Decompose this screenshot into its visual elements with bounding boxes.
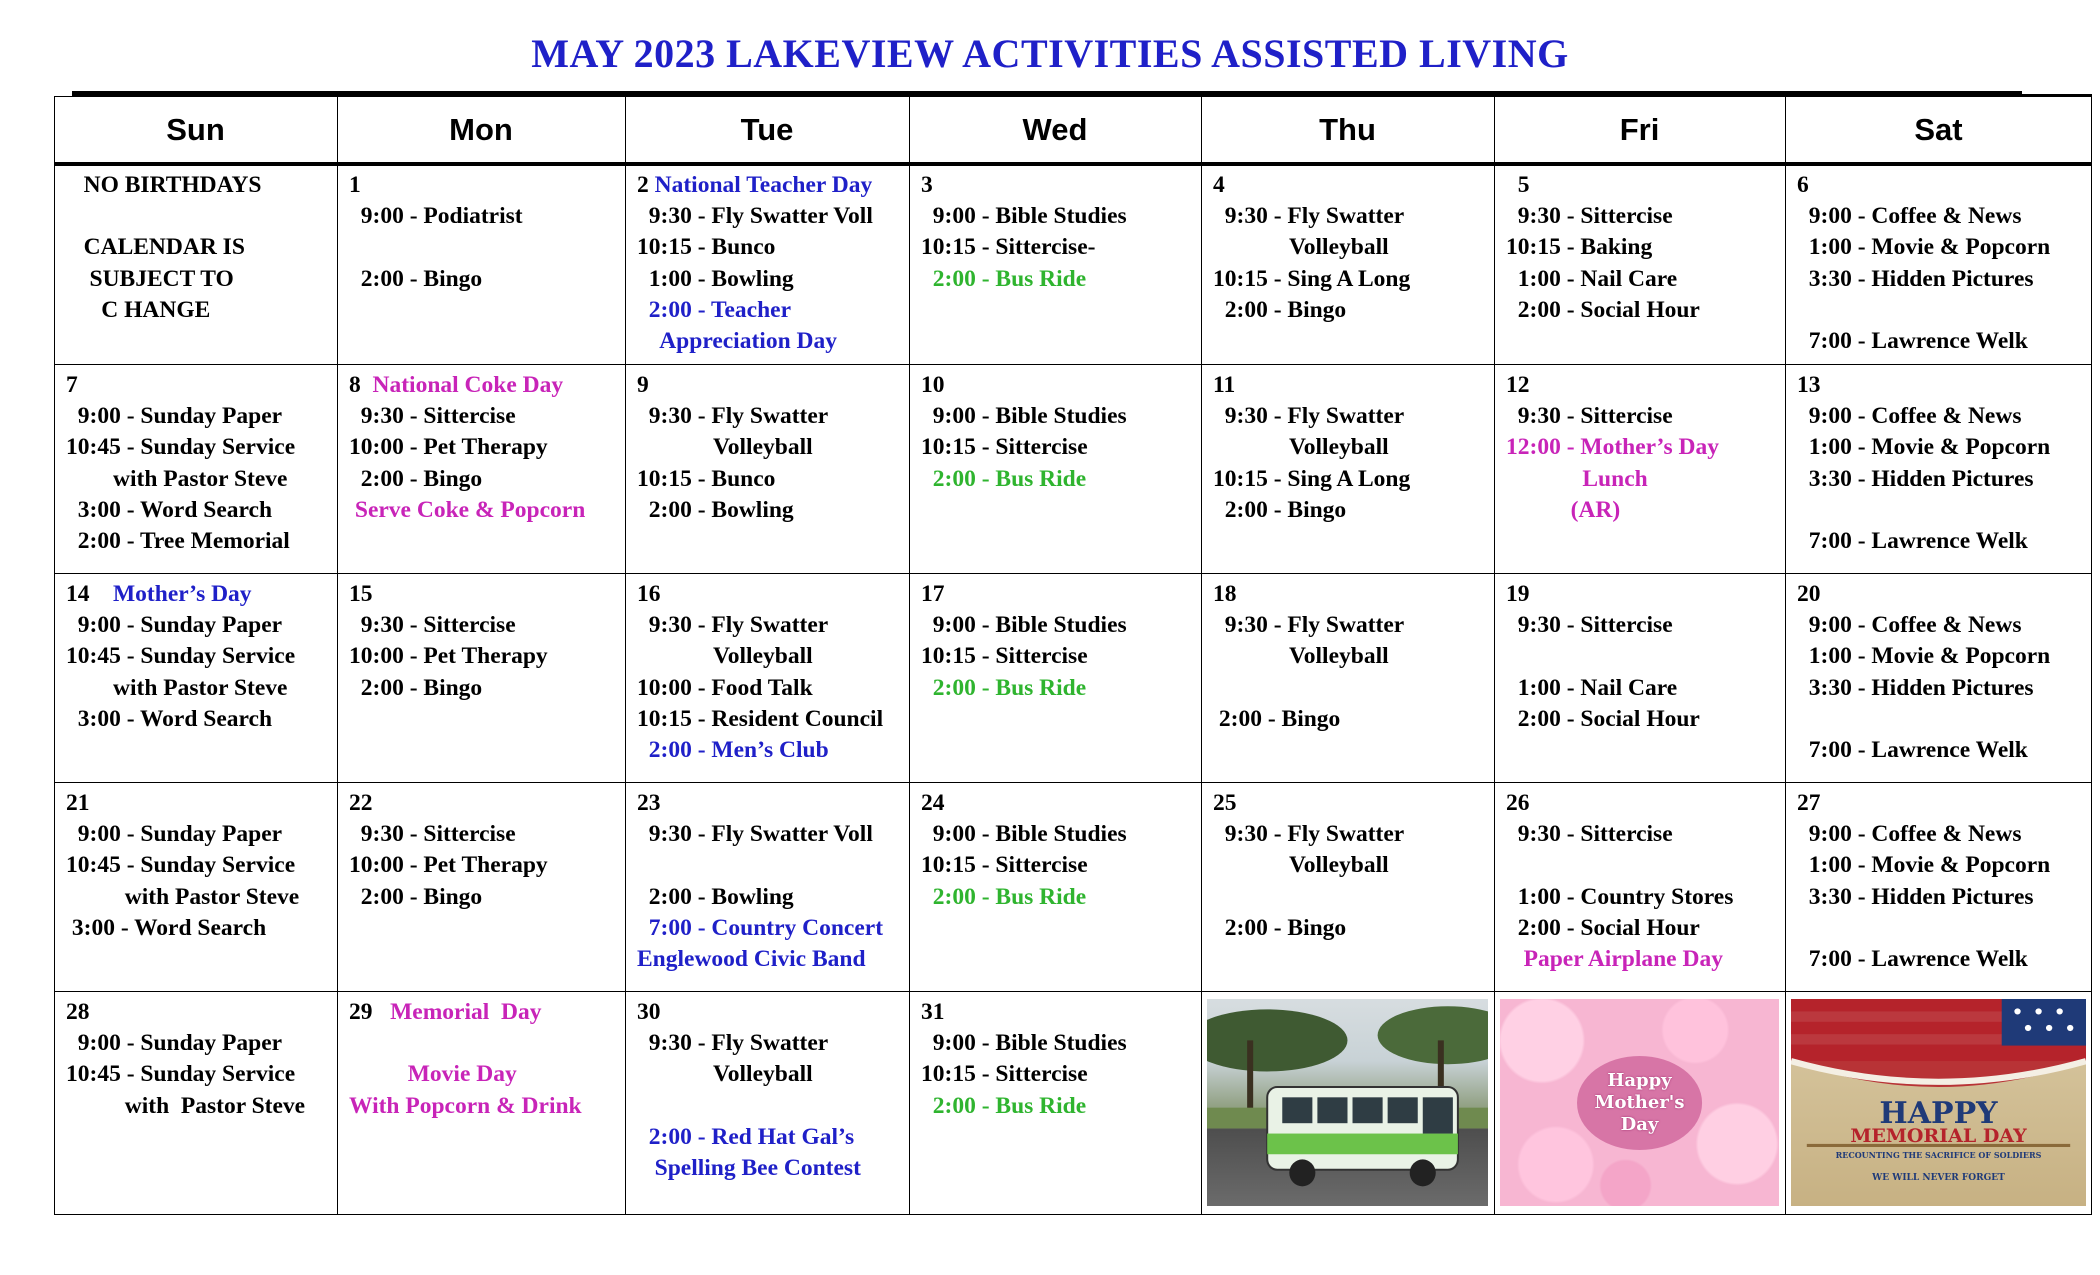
event-line: Paper Airplane Day	[1506, 945, 1723, 972]
event-line: 9:00 - Coffee & News	[1797, 612, 2022, 639]
day-number: 29 Memorial Day	[349, 999, 542, 1025]
day-cell	[1201, 782, 1494, 991]
special-day-label: National Coke Day	[372, 372, 564, 398]
event-line: Lunch	[1506, 465, 1648, 492]
event-line: 1:00 - Movie & Popcorn	[1797, 234, 2051, 261]
memorial-day-caption: HAPPY	[1879, 1096, 1998, 1132]
day-cell	[1494, 782, 1785, 991]
day-number: 8 National Coke Day	[349, 372, 564, 398]
day-number: 11	[1213, 372, 1236, 398]
event-line: 9:30 - Fly Swatter Voll	[637, 821, 873, 848]
event-line: 3:30 - Hidden Pictures	[1797, 883, 2034, 910]
event-line: 9:30 - Sittercise	[349, 612, 516, 639]
day-number: 3	[921, 172, 933, 198]
day-number: 10	[921, 372, 945, 398]
event-line: 10:15 - Sing A Long	[1213, 465, 1411, 492]
event-line: (AR)	[1506, 496, 1621, 523]
day-cell	[1494, 164, 1785, 364]
event-line: 9:30 - Sittercise	[349, 821, 516, 848]
event-line: 9:30 - Fly Swatter	[637, 1030, 829, 1057]
event-line: 9:30 - Sittercise	[1506, 821, 1673, 848]
event-line: 2:00 - Bingo	[1213, 914, 1347, 941]
event-line: 9:30 - Sittercise	[1506, 612, 1673, 639]
day-cell	[909, 164, 1201, 364]
day-cell	[54, 991, 337, 1214]
day-number: 17	[921, 581, 945, 607]
special-day-label: Mother’s Day	[113, 581, 252, 607]
event-line: 1:00 - Movie & Popcorn	[1797, 434, 2051, 461]
day-number: 12	[1506, 372, 1530, 398]
event-line: With Popcorn & Drink	[349, 1092, 582, 1119]
event-line: 3:00 - Word Search	[66, 914, 267, 941]
day-number: 9	[637, 372, 649, 398]
event-line: 2:00 - Social Hour	[1506, 914, 1700, 941]
day-number: 15	[349, 581, 373, 607]
day-number: 28	[66, 999, 90, 1025]
event-line: 1:00 - Bowling	[637, 265, 794, 292]
day-cell	[1494, 364, 1785, 573]
event-line: 3:30 - Hidden Pictures	[1797, 674, 2034, 701]
event-line: 10:45 - Sunday Service	[66, 1061, 296, 1088]
day-cell	[337, 164, 625, 364]
day-header-sun: Sun	[166, 112, 225, 147]
event-line: 2:00 - Men’s Club	[637, 736, 829, 763]
day-number: 18	[1213, 581, 1237, 607]
day-cell	[1201, 573, 1494, 782]
event-line: 9:00 - Sunday Paper	[66, 612, 283, 639]
day-cell	[625, 573, 909, 782]
event-line: 9:00 - Sunday Paper	[66, 821, 283, 848]
event-line: 2:00 - Social Hour	[1506, 705, 1700, 732]
day-number: 19	[1506, 581, 1530, 607]
event-line: Movie Day	[349, 1061, 517, 1088]
day-number: 23	[637, 790, 661, 816]
grid-top-line	[54, 96, 2092, 97]
event-line: 2:00 - Bus Ride	[921, 265, 1087, 292]
day-cell	[337, 991, 625, 1214]
day-cell	[1785, 573, 2092, 782]
event-line: 10:15 - Bunco	[637, 465, 776, 492]
event-line: Spelling Bee Contest	[637, 1154, 861, 1181]
event-line: 9:00 - Coffee & News	[1797, 403, 2022, 430]
memorial-day-image	[1791, 999, 2086, 1206]
day-header-sat: Sat	[1914, 112, 1963, 147]
event-line: 10:15 - Bunco	[637, 234, 776, 261]
event-line: 1:00 - Nail Care	[1506, 674, 1678, 701]
event-line: 9:00 - Podiatrist	[349, 203, 523, 230]
event-line: 2:00 - Bingo	[1213, 296, 1347, 323]
event-line: 1:00 - Movie & Popcorn	[1797, 852, 2051, 879]
day-number: 27	[1797, 790, 1821, 816]
calendar-title: MAY 2023 LAKEVIEW ACTIVITIES ASSISTED LIVING	[531, 31, 1569, 76]
special-day-label: National Teacher Day	[654, 172, 873, 198]
day-cell	[54, 164, 337, 364]
day-cell	[1785, 164, 2092, 364]
event-line: Englewood Civic Band	[637, 945, 866, 972]
day-cell	[625, 364, 909, 573]
bus-photo-image	[1207, 999, 1488, 1206]
event-line: 2:00 - Bingo	[349, 465, 483, 492]
day-number: 1	[349, 172, 361, 198]
event-line: Volleyball	[637, 643, 813, 670]
event-line: 9:00 - Bible Studies	[921, 1030, 1127, 1057]
grid-row-line	[54, 1214, 2092, 1215]
event-line: 10:00 - Food Talk	[637, 674, 813, 701]
event-line: Serve Coke & Popcorn	[349, 496, 586, 523]
event-line	[1797, 295, 2092, 326]
event-line: 9:30 - Fly Swatter	[637, 403, 829, 430]
event-line: 9:30 - Fly Swatter	[1213, 203, 1405, 230]
event-line: 2:00 - Tree Memorial	[66, 527, 290, 554]
event-line: 10:15 - Sittercise-	[921, 234, 1096, 261]
event-line	[1506, 850, 1785, 881]
day-cell	[625, 991, 909, 1214]
day-number: 7	[66, 372, 78, 398]
day-cell	[625, 782, 909, 991]
event-line: 2:00 - Red Hat Gal’s	[637, 1123, 855, 1150]
event-line: 1:00 - Country Stores	[1506, 883, 1734, 910]
event-line: 7:00 - Lawrence Welk	[1797, 736, 2028, 763]
calendar-grid	[54, 96, 2092, 1214]
event-line: 2:00 - Bingo	[1213, 705, 1341, 732]
event-line: SUBJECT TO	[66, 265, 234, 292]
event-line	[1506, 641, 1785, 672]
event-line: 2:00 - Bus Ride	[921, 1092, 1087, 1119]
event-line: 12:00 - Mother’s Day	[1506, 434, 1719, 461]
event-line: 9:30 - Fly Swatter	[1213, 403, 1405, 430]
event-line: Appreciation Day	[637, 327, 837, 354]
event-line: 10:15 - Sittercise	[921, 1061, 1088, 1088]
event-line: 9:30 - Fly Swatter	[1213, 612, 1405, 639]
event-line: Volleyball	[637, 434, 813, 461]
event-line	[1797, 913, 2092, 944]
day-number: 24	[921, 790, 945, 816]
event-line: 9:00 - Bible Studies	[921, 203, 1127, 230]
event-line: 2:00 - Social Hour	[1506, 296, 1700, 323]
event-line: 2:00 - Bingo	[1213, 496, 1347, 523]
special-day-label: Memorial Day	[390, 999, 542, 1025]
day-cell	[54, 782, 337, 991]
day-number: 13	[1797, 372, 1821, 398]
event-line: Volleyball	[1213, 434, 1389, 461]
event-line	[1213, 882, 1494, 913]
event-line: with Pastor Steve	[66, 465, 288, 492]
day-number: 6	[1797, 172, 1809, 198]
day-cell	[1785, 364, 2092, 573]
day-header-tue: Tue	[740, 112, 794, 147]
day-number: 22	[349, 790, 373, 816]
event-line: 7:00 - Lawrence Welk	[1797, 527, 2028, 554]
event-line: 2:00 - Bingo	[349, 265, 483, 292]
day-number: 20	[1797, 581, 1821, 607]
memorial-day-caption: WE WILL NEVER FORGET	[1872, 1172, 2005, 1183]
day-cell	[1201, 364, 1494, 573]
day-cell	[1201, 164, 1494, 364]
event-line: 9:00 - Bible Studies	[921, 403, 1127, 430]
event-line: 2:00 - Bowling	[637, 496, 794, 523]
day-number: 2 National Teacher Day	[637, 172, 873, 198]
day-number: 30	[637, 999, 661, 1025]
event-line: Volleyball	[637, 1061, 813, 1088]
event-line: 9:00 - Coffee & News	[1797, 203, 2022, 230]
event-line: 2:00 - Bus Ride	[921, 883, 1087, 910]
event-line: 10:45 - Sunday Service	[66, 643, 296, 670]
event-line: 10:15 - Sing A Long	[1213, 265, 1411, 292]
event-line: 9:00 - Coffee & News	[1797, 821, 2022, 848]
event-line: 2:00 - Bowling	[637, 883, 794, 910]
event-line: Volleyball	[1213, 852, 1389, 879]
event-line: 3:30 - Hidden Pictures	[1797, 465, 2034, 492]
day-cell	[909, 364, 1201, 573]
event-line: 1:00 - Movie & Popcorn	[1797, 643, 2051, 670]
day-number: 21	[66, 790, 90, 816]
day-cell	[1494, 573, 1785, 782]
event-line: 9:30 - Sittercise	[349, 403, 516, 430]
mothers-day-caption: Happy Mother's Day	[1577, 1056, 1703, 1150]
event-line: Volleyball	[1213, 234, 1389, 261]
event-line: 7:00 - Lawrence Welk	[1797, 327, 2028, 354]
day-cell	[337, 573, 625, 782]
event-line	[1213, 673, 1494, 704]
memorial-day-caption: RECOUNTING THE SACRIFICE OF SOLDIERS	[1835, 1150, 2042, 1161]
event-line: 2:00 - Teacher	[637, 296, 792, 323]
event-line: 10:00 - Pet Therapy	[349, 434, 548, 461]
event-line: with Pastor Steve	[66, 883, 300, 910]
event-line: 9:00 - Sunday Paper	[66, 403, 283, 430]
event-line: C HANGE	[66, 296, 211, 323]
day-cell	[909, 573, 1201, 782]
event-line: 10:15 - Sittercise	[921, 643, 1088, 670]
event-line: with Pastor Steve	[66, 674, 288, 701]
event-line	[1797, 704, 2092, 735]
event-line: 10:15 - Sittercise	[921, 852, 1088, 879]
event-line: 3:30 - Hidden Pictures	[1797, 265, 2034, 292]
day-cell	[1785, 782, 2092, 991]
event-line: 9:30 - Fly Swatter	[1213, 821, 1405, 848]
event-line: 2:00 - Bus Ride	[921, 465, 1087, 492]
event-line: 3:00 - Word Search	[66, 705, 273, 732]
day-number: 25	[1213, 790, 1237, 816]
event-line: 10:45 - Sunday Service	[66, 852, 296, 879]
day-number: 14 Mother’s Day	[66, 581, 252, 607]
event-line: 9:30 - Sittercise	[1506, 403, 1673, 430]
event-line: 9:00 - Bible Studies	[921, 612, 1127, 639]
event-line: 3:00 - Word Search	[66, 496, 273, 523]
event-line: with Pastor Steve	[66, 1092, 306, 1119]
event-line: 9:30 - Fly Swatter Voll	[637, 203, 873, 230]
event-line: 1:00 - Nail Care	[1506, 265, 1678, 292]
event-line: 10:45 - Sunday Service	[66, 434, 296, 461]
event-line	[637, 850, 909, 881]
memorial-day-caption: MEMORIAL DAY	[1850, 1125, 2027, 1148]
day-header-wed: Wed	[1022, 112, 1088, 147]
event-line: 10:15 - Sittercise	[921, 434, 1088, 461]
event-line: 7:00 - Lawrence Welk	[1797, 945, 2028, 972]
event-line: 9:00 - Sunday Paper	[66, 1030, 283, 1057]
event-line	[349, 1028, 625, 1059]
day-header-thu: Thu	[1319, 112, 1376, 147]
event-line: 9:30 - Sittercise	[1506, 203, 1673, 230]
day-cell	[909, 782, 1201, 991]
mothers-day-image	[1500, 999, 1779, 1206]
event-line: 10:15 - Resident Council	[637, 705, 884, 732]
event-line: 7:00 - Country Concert	[637, 914, 884, 941]
day-cell	[625, 164, 909, 364]
event-line: 2:00 - Bus Ride	[921, 674, 1087, 701]
day-number: NO BIRTHDAYS	[66, 172, 262, 198]
event-line: CALENDAR IS	[66, 234, 245, 261]
day-cell	[337, 782, 625, 991]
day-cell	[54, 573, 337, 782]
day-cell	[54, 364, 337, 573]
day-cell	[909, 991, 1201, 1214]
event-line: 10:00 - Pet Therapy	[349, 643, 548, 670]
day-header-fri: Fri	[1619, 112, 1660, 147]
event-line: 10:15 - Baking	[1506, 234, 1653, 261]
event-line	[637, 1091, 909, 1122]
event-line: 2:00 - Bingo	[349, 883, 483, 910]
event-line	[1797, 495, 2092, 526]
day-number: 4	[1213, 172, 1225, 198]
event-line: 10:00 - Pet Therapy	[349, 852, 548, 879]
event-line: 2:00 - Bingo	[349, 674, 483, 701]
day-number: 31	[921, 999, 945, 1025]
event-line: 9:00 - Bible Studies	[921, 821, 1127, 848]
day-header-mon: Mon	[449, 112, 513, 147]
day-number: 26	[1506, 790, 1530, 816]
day-cell	[337, 364, 625, 573]
event-line	[349, 232, 625, 263]
event-line: Volleyball	[1213, 643, 1389, 670]
event-line	[66, 201, 337, 232]
event-line: 9:30 - Fly Swatter	[637, 612, 829, 639]
day-number: 16	[637, 581, 661, 607]
day-number: 5	[1506, 172, 1530, 198]
